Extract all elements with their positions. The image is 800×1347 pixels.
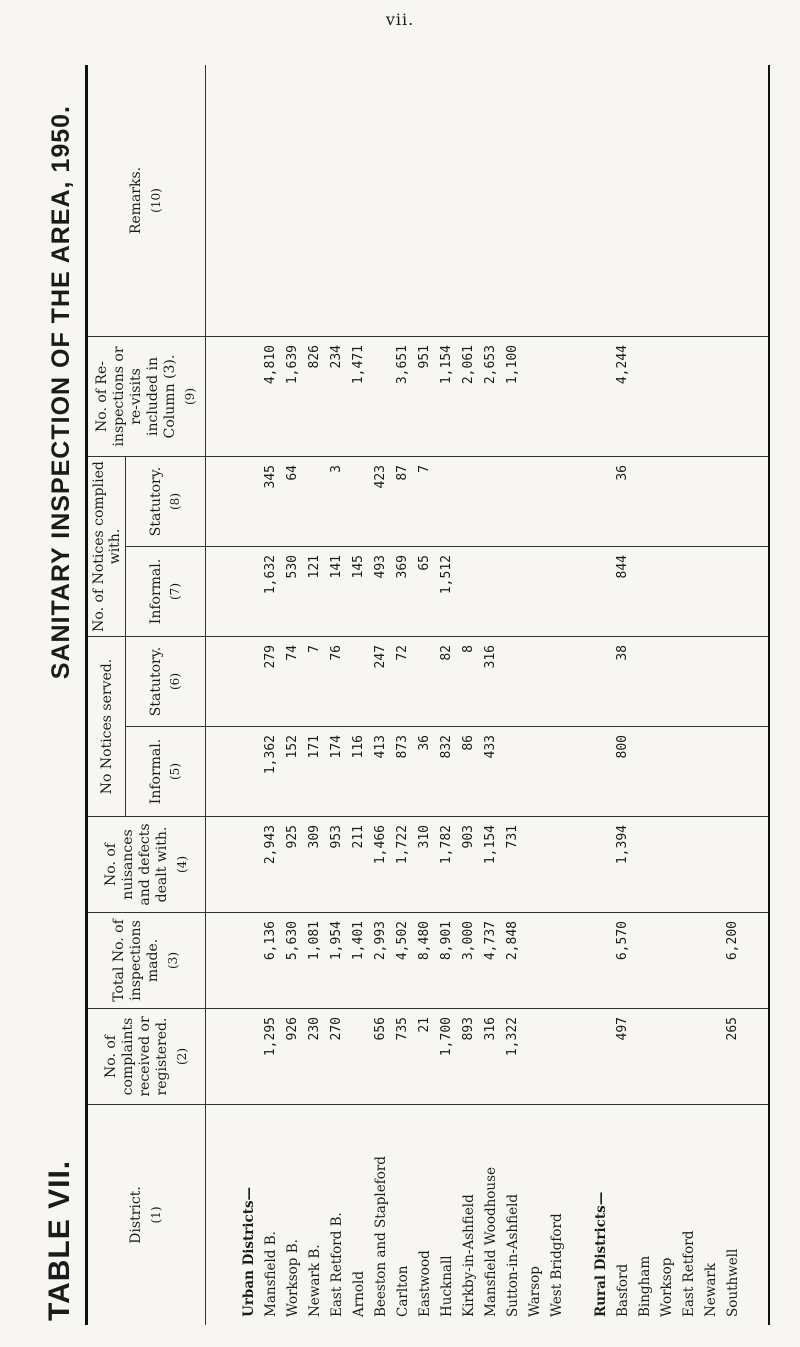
statutory-complied-value: 64 <box>285 465 300 481</box>
district-name: Newark <box>703 1262 719 1317</box>
reinspections-value: 2,653 <box>483 345 498 385</box>
informal-served-value: 413 <box>373 735 388 759</box>
inspections-value: 8,480 <box>417 921 432 961</box>
informal-complied-value: 493 <box>373 555 388 579</box>
district-name: Southwell <box>725 1248 741 1317</box>
district-name: Newark B. <box>307 1244 323 1317</box>
informal-served-value: 174 <box>329 735 344 759</box>
col-header-inspections: Total No. of inspections made. (3) <box>88 913 206 1008</box>
district-name: Kirkby-in-Ashfield <box>461 1194 477 1317</box>
complaints-value: 893 <box>461 1017 476 1041</box>
inspections-value: 8,901 <box>439 921 454 961</box>
inspections-value: 1,954 <box>329 921 344 961</box>
section-heading: Urban Districts— <box>241 1186 257 1317</box>
complaints-value: 265 <box>725 1017 740 1041</box>
informal-complied-value: 65 <box>417 555 432 571</box>
statutory-complied-value: 345 <box>263 465 278 489</box>
reinspections-value: 1,639 <box>285 345 300 385</box>
district-name: Bingham <box>637 1255 653 1317</box>
informal-served-value: 800 <box>615 735 630 759</box>
col-reinspections <box>88 337 768 457</box>
informal-served-value: 1,362 <box>263 735 278 775</box>
informal-complied-value: 369 <box>395 555 410 579</box>
statutory-served-cells <box>206 637 768 727</box>
complaints-value: 735 <box>395 1017 410 1041</box>
complaints-value: 1,295 <box>263 1017 278 1057</box>
reinspections-value: 1,154 <box>439 345 454 385</box>
nuisances-value: 925 <box>285 825 300 849</box>
table-heading <box>35 65 85 1325</box>
inspections-value: 1,401 <box>351 921 366 961</box>
district-name: Sutton-in-Ashfield <box>505 1193 521 1317</box>
nuisances-cells <box>206 817 768 912</box>
district-name: Carlton <box>395 1265 411 1317</box>
col-district <box>88 1105 768 1325</box>
statutory-served-value: 247 <box>373 645 388 669</box>
informal-complied-value: 141 <box>329 555 344 579</box>
nuisances-value: 903 <box>461 825 476 849</box>
district-name: Worksop B. <box>285 1239 301 1317</box>
reinspections-value: 1,471 <box>351 345 366 385</box>
reinspections-value: 4,810 <box>263 345 278 385</box>
statutory-served-value: 7 <box>307 645 322 653</box>
col-inspections <box>88 913 768 1009</box>
inspections-value: 4,737 <box>483 921 498 961</box>
complaints-value: 230 <box>307 1017 322 1041</box>
complaints-value: 21 <box>417 1017 432 1033</box>
complaints-value: 497 <box>615 1017 630 1041</box>
informal-complied-value: 121 <box>307 555 322 579</box>
district-name: Hucknall <box>439 1255 455 1317</box>
complaints-value: 316 <box>483 1017 498 1041</box>
col-header-informal-complied: Informal. (7) <box>148 558 182 625</box>
nuisances-value: 2,943 <box>263 825 278 865</box>
district-name: Arnold <box>351 1271 367 1317</box>
district-name: Beeston and Stapleford <box>373 1156 389 1317</box>
district-name: Worksop <box>659 1257 675 1317</box>
informal-served-value: 433 <box>483 735 498 759</box>
district-name: Eastwood <box>417 1250 433 1317</box>
statutory-served-value: 316 <box>483 645 498 669</box>
inspections-value: 4,502 <box>395 921 410 961</box>
col-remarks <box>88 65 768 337</box>
district-name: Mansfield B. <box>263 1231 279 1317</box>
inspections-value: 3,000 <box>461 921 476 961</box>
inspections-cells <box>206 913 768 1008</box>
nuisances-value: 1,722 <box>395 825 410 865</box>
district-name: Warsop <box>527 1266 543 1317</box>
informal-served-cells <box>206 727 768 816</box>
inspections-value: 6,570 <box>615 921 630 961</box>
inspection-table <box>85 65 770 1325</box>
nuisances-value: 1,154 <box>483 825 498 865</box>
informal-served-value: 36 <box>417 735 432 751</box>
col-header-statutory-served: Statutory. (6) <box>126 637 205 727</box>
nuisances-value: 953 <box>329 825 344 849</box>
complaints-value: 656 <box>373 1017 388 1041</box>
inspections-value: 5,630 <box>285 921 300 961</box>
informal-served-value: 873 <box>395 735 410 759</box>
informal-complied-value: 145 <box>351 555 366 579</box>
district-name: Basford <box>615 1263 631 1317</box>
inspections-value: 1,081 <box>307 921 322 961</box>
statutory-served-value: 38 <box>615 645 630 661</box>
reinspections-cells <box>206 337 768 456</box>
col-complaints <box>88 1009 768 1105</box>
reinspections-value: 951 <box>417 345 432 369</box>
reinspections-value: 4,244 <box>615 345 630 385</box>
statutory-served-value: 8 <box>461 645 476 653</box>
nuisances-value: 310 <box>417 825 432 849</box>
col-notices-served <box>88 637 768 817</box>
informal-served-value: 152 <box>285 735 300 759</box>
statutory-served-value: 72 <box>395 645 410 661</box>
nuisances-value: 309 <box>307 825 322 849</box>
statutory-served-value: 74 <box>285 645 300 661</box>
informal-served-value: 171 <box>307 735 322 759</box>
nuisances-value: 1,394 <box>615 825 630 865</box>
nuisances-value: 1,466 <box>373 825 388 865</box>
statutory-complied-value: 3 <box>329 465 344 473</box>
inspections-value: 6,136 <box>263 921 278 961</box>
statutory-complied-value: 423 <box>373 465 388 489</box>
informal-complied-value: 530 <box>285 555 300 579</box>
district-name: East Retford B. <box>329 1212 345 1317</box>
complaints-value: 926 <box>285 1017 300 1041</box>
informal-served-value: 86 <box>461 735 476 751</box>
col-header-notices-complied: No. of Notices complied with. <box>88 457 126 636</box>
col-nuisances <box>88 817 768 913</box>
table-title: SANITARY INSPECTION OF THE AREA, 1950. <box>47 105 75 680</box>
inspections-value: 2,848 <box>505 921 520 961</box>
col-header-nuisances: No. of nuisances and defects dealt with. (4) <box>88 817 206 912</box>
complaints-value: 270 <box>329 1017 344 1041</box>
page-number: vii. <box>385 10 415 29</box>
inspections-value: 6,200 <box>725 921 740 961</box>
statutory-complied-value: 7 <box>417 465 432 473</box>
nuisances-value: 1,782 <box>439 825 454 865</box>
statutory-served-value: 76 <box>329 645 344 661</box>
statutory-served-value: 279 <box>263 645 278 669</box>
col-notices-complied <box>88 457 768 637</box>
complaints-value: 1,700 <box>439 1017 454 1057</box>
col-header-notices-served: No Notices served. <box>88 637 126 816</box>
section-heading: Rural Districts— <box>593 1191 609 1317</box>
rotated-table-page <box>35 65 770 1325</box>
district-name: East Retford <box>681 1230 697 1317</box>
nuisances-value: 731 <box>505 825 520 849</box>
informal-served-value: 116 <box>351 735 366 759</box>
reinspections-value: 1,100 <box>505 345 520 385</box>
informal-served-value: 832 <box>439 735 454 759</box>
district-cells <box>206 1105 768 1325</box>
district-name: West Bridgford <box>549 1213 565 1317</box>
informal-complied-value: 844 <box>615 555 630 579</box>
col-header-complaints: No. of complaints received or registered. (2) <box>88 1009 206 1104</box>
col-header-informal-served: Informal. (5) <box>148 738 182 805</box>
col-header-statutory-complied: Statutory. (8) <box>126 457 205 547</box>
complaints-value: 1,322 <box>505 1017 520 1057</box>
inspections-value: 2,993 <box>373 921 388 961</box>
reinspections-value: 234 <box>329 345 344 369</box>
reinspections-value: 2,061 <box>461 345 476 385</box>
informal-complied-value: 1,512 <box>439 555 454 595</box>
remarks-cells <box>206 65 768 336</box>
reinspections-value: 826 <box>307 345 322 369</box>
statutory-complied-value: 36 <box>615 465 630 481</box>
informal-complied-value: 1,632 <box>263 555 278 595</box>
col-header-remarks: Remarks. (10) <box>88 65 206 336</box>
complaints-cells <box>206 1009 768 1104</box>
reinspections-value: 3,651 <box>395 345 410 385</box>
col-header-district: District. (1) <box>88 1105 206 1325</box>
informal-complied-cells <box>206 547 768 636</box>
statutory-complied-value: 87 <box>395 465 410 481</box>
table-label: TABLE VII. <box>43 1159 76 1321</box>
statutory-complied-cells <box>206 457 768 547</box>
col-header-reinspections: No. of Re-inspections or re-visits included in Column (3). (9) <box>88 337 206 456</box>
nuisances-value: 211 <box>351 825 366 849</box>
district-name: Mansfield Woodhouse <box>483 1166 499 1317</box>
statutory-served-value: 82 <box>439 645 454 661</box>
